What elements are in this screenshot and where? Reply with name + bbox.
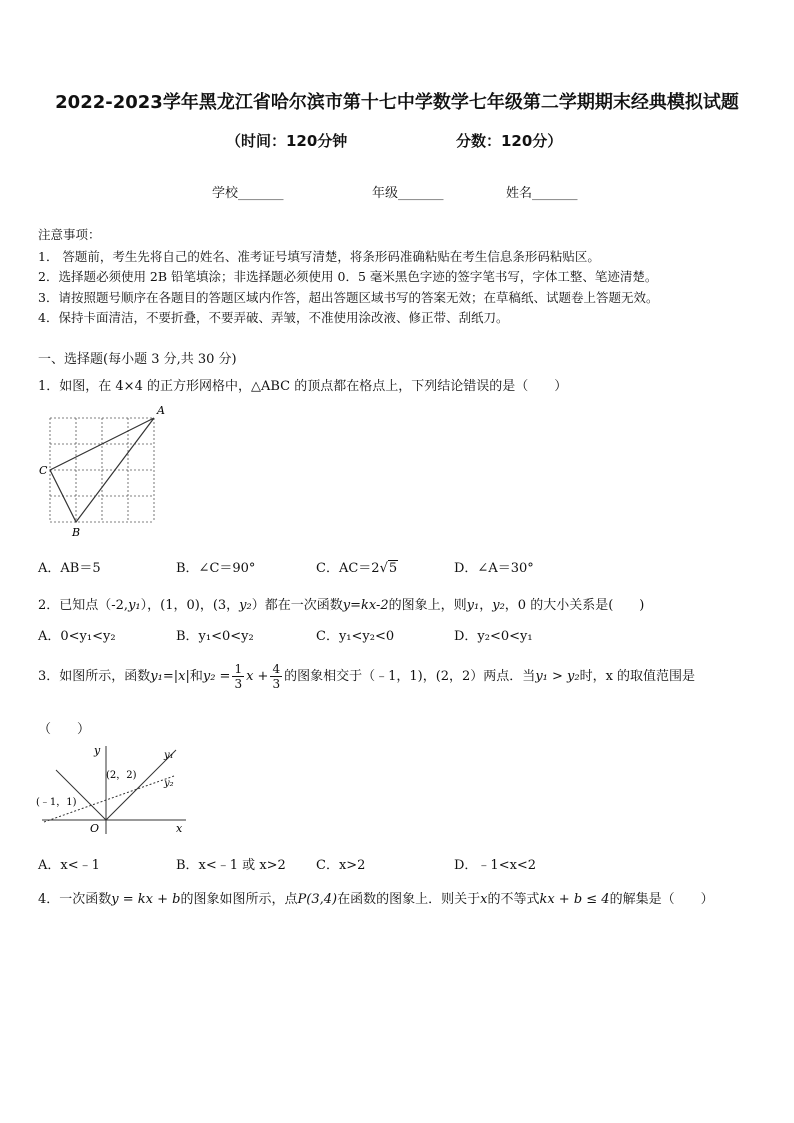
vertex-b-label: B bbox=[72, 526, 81, 539]
graph-y-label: y bbox=[94, 744, 101, 757]
q4-text: 的图象如图所示，点 bbox=[180, 892, 298, 907]
q4-var: x bbox=[480, 892, 488, 907]
page-title: 2022-2023学年黑龙江省哈尔滨市第十七中学数学七年级第二学期期末经典模拟试题 bbox=[55, 92, 739, 113]
sqrt-sign: √ bbox=[379, 561, 388, 576]
q2-text: ，0 的大小关系是( ) bbox=[504, 598, 645, 613]
q4-point: P(3,4) bbox=[297, 892, 338, 907]
q3-option-d[interactable]: D．﹣1<x<2 bbox=[454, 858, 537, 873]
question-4-stem bbox=[38, 888, 714, 907]
vertex-a-label: A bbox=[157, 404, 165, 417]
q3-option-c[interactable]: C．x>2 bbox=[316, 858, 366, 873]
graph-point-neg1-1: (﹣1，1) bbox=[36, 797, 77, 808]
graph-point-2-2: (2，2) bbox=[106, 770, 137, 781]
q3-condition: y₁ > y₂ bbox=[535, 669, 580, 684]
q2-option-b[interactable]: B．y₁<0<y₂ bbox=[176, 629, 254, 644]
q4-function: y = kx + b bbox=[111, 892, 181, 907]
question-3-stem bbox=[38, 662, 695, 691]
q1-option-c-radicand: 5 bbox=[388, 561, 398, 576]
q3-y2-lhs: y₂ = bbox=[202, 669, 231, 684]
frac-denominator: 3 bbox=[272, 677, 281, 691]
school-field: 学校_______ bbox=[212, 186, 284, 201]
graph-x-label: x bbox=[176, 822, 183, 835]
q1-option-b[interactable]: B．∠C＝90° bbox=[176, 561, 256, 576]
q4-text: 4．一次函数 bbox=[38, 892, 112, 907]
q2-option-a[interactable]: A．0<y₁<y₂ bbox=[38, 629, 116, 644]
q3-option-a[interactable]: A．x<﹣1 bbox=[38, 858, 100, 873]
q2-text: ）都在一次函数 bbox=[251, 598, 343, 613]
q3-y1-def: y₁=|x| bbox=[150, 669, 190, 684]
q2-y1: y₁ bbox=[128, 598, 141, 613]
exam-time: （时间：120分钟 bbox=[226, 132, 348, 150]
notice-item: 3．请按照题号顺序在各题目的答题区域内作答，超出答题区域书写的答案无效；在草稿纸、试题卷上答题无效。 bbox=[38, 290, 659, 305]
q1-option-c-text: C．AC＝2 bbox=[316, 561, 380, 576]
q3-option-b[interactable]: B．x<﹣1 或 x>2 bbox=[176, 858, 286, 873]
vertex-c-label: C bbox=[39, 464, 48, 477]
q2-text: 2．已知点（-2, bbox=[38, 598, 129, 613]
frac-denominator: 3 bbox=[234, 677, 243, 691]
frac-numerator: 4 bbox=[272, 662, 281, 676]
frac-numerator: 1 bbox=[234, 662, 243, 676]
q4-inequality: kx + b ≤ 4 bbox=[539, 892, 610, 907]
fraction-one-third bbox=[232, 662, 244, 691]
notice-heading: 注意事项： bbox=[38, 227, 101, 242]
graph-origin-label: O bbox=[90, 822, 100, 835]
q4-text: 的解集是（ ） bbox=[609, 892, 714, 907]
notice-item: 2．选择题必须使用 2B 铅笔填涂；非选择题必须使用 0．5 毫米黑色字迹的签字笔书写，字体工整、笔迹清楚。 bbox=[38, 269, 658, 284]
graph-y2-label: y₂ bbox=[164, 778, 174, 789]
question-2-stem: 2．已知点（-2,y₁），(1，0)，(3，y₂）都在一次函数y=kx-2的图象上，则y₁，y₂，0 的大小关系是( ) bbox=[38, 598, 645, 613]
line-y1-left bbox=[56, 770, 106, 820]
q2-y1: y₁ bbox=[466, 598, 480, 613]
q3-text: 和 bbox=[189, 669, 203, 684]
q4-text: 的不等式 bbox=[487, 892, 540, 907]
exam-score: 分数：120分） bbox=[456, 132, 563, 150]
notice-item: 4．保持卡面清洁，不要折叠，不要弄破、弄皱，不准使用涂改液、修正带、刮纸刀。 bbox=[38, 310, 509, 325]
q2-option-c[interactable]: C．y₁<y₂<0 bbox=[316, 629, 395, 644]
q2-option-d[interactable]: D．y₂<0<y₁ bbox=[454, 629, 533, 644]
q2-function: y=kx-2 bbox=[342, 598, 389, 613]
q3-text: 3．如图所示，函数 bbox=[38, 669, 151, 684]
q1-option-d[interactable]: D．∠A＝30° bbox=[454, 561, 534, 576]
q3-answer-paren: （ ） bbox=[38, 722, 91, 737]
q1-option-c[interactable] bbox=[316, 557, 398, 576]
grade-field: 年级_______ bbox=[372, 186, 444, 201]
q3-text: 时，x 的取值范围是 bbox=[579, 669, 696, 684]
q3-graph-figure bbox=[34, 742, 194, 840]
name-field: 姓名_______ bbox=[506, 186, 578, 201]
q2-text: ），(1，0)，(3， bbox=[140, 598, 240, 613]
q1-grid-figure bbox=[38, 402, 168, 540]
q2-text: 的图象上，则 bbox=[388, 598, 467, 613]
fraction-four-thirds bbox=[270, 662, 282, 691]
q3-text: 的图象相交于（﹣1，1)，(2，2）两点．当 bbox=[284, 669, 536, 684]
notice-item: 1． 答题前，考生先将自己的姓名、准考证号填写清楚，将条形码准确粘贴在考生信息条形码粘贴区。 bbox=[38, 249, 600, 264]
q2-y2: y₂ bbox=[492, 598, 505, 613]
q2-y2: y₂ bbox=[239, 598, 252, 613]
q1-option-a[interactable]: A．AB＝5 bbox=[38, 561, 101, 576]
q4-text: 在函数的图象上．则关于 bbox=[337, 892, 481, 907]
graph-y1-label: y₁ bbox=[164, 750, 174, 761]
section-title: 一、选择题(每小题 3 分,共 30 分) bbox=[38, 352, 237, 367]
q3-x-plus: x + bbox=[246, 669, 269, 684]
question-1-stem: 1．如图，在 4×4 的正方形网格中，△ABC 的顶点都在格点上，下列结论错误的是（ ） bbox=[38, 379, 568, 394]
